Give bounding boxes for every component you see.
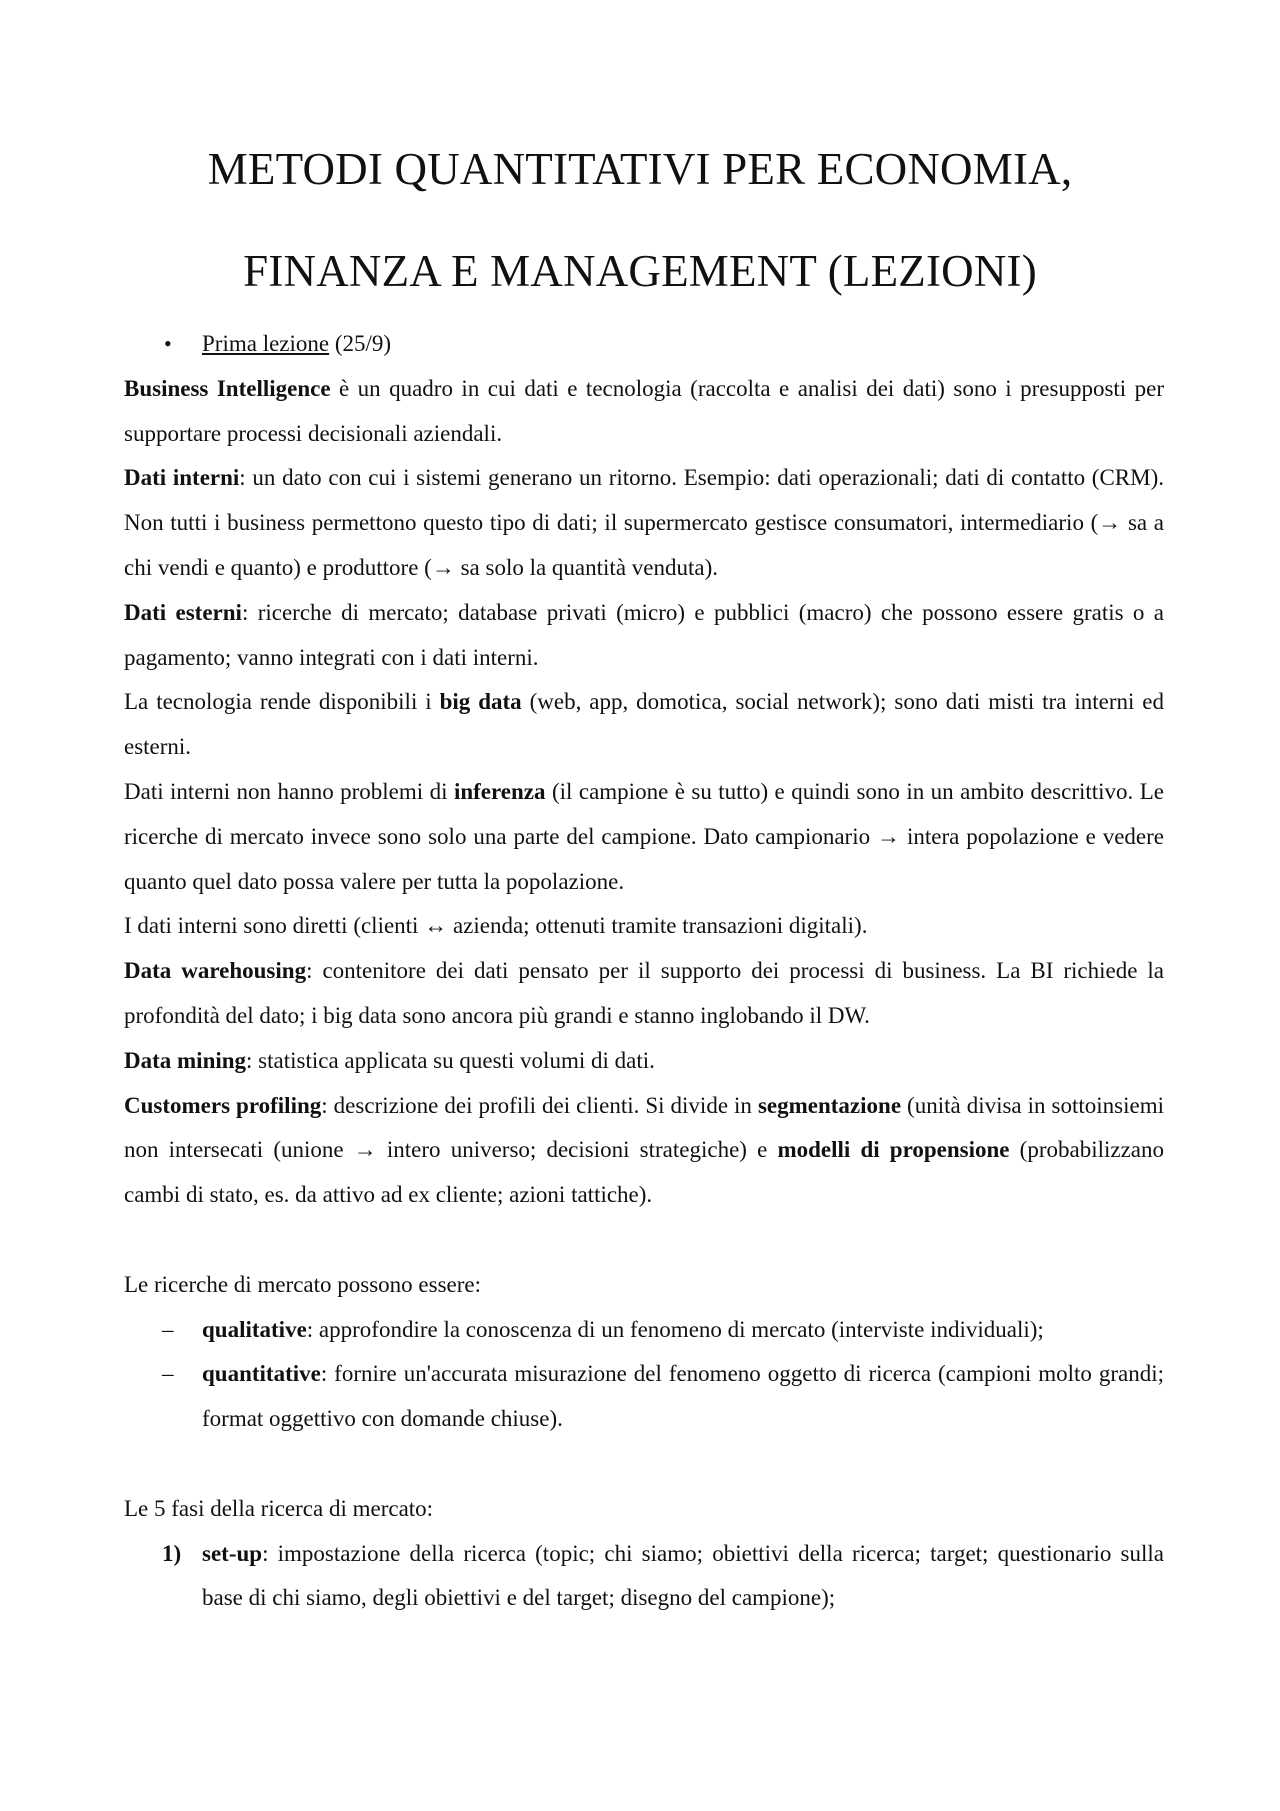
term-data-warehousing: Data warehousing — [124, 958, 307, 984]
term-segmentazione: segmentazione — [757, 1092, 902, 1118]
paragraph-big-data: La tecnologia rende disponibili i big data (web, app, domotica, social network); sono dati misti tra interni ed esterni. — [124, 689, 1165, 760]
paragraph-dati-diretti: I dati interni sono diretti (clienti ↔ azienda; ottenuti tramite transazioni digitali). — [124, 913, 868, 939]
paragraph-data-warehousing: Data warehousing: contenitore dei dati pensato per il supporto dei processi di business. La BI richiede la profondità del dato; i big data sono ancora più grandi e stanno inglobando il DW. — [124, 958, 1164, 1028]
term-customers-profiling: Customers profiling — [124, 1092, 322, 1118]
term-business-intelligence: Business Intelligence — [124, 375, 331, 401]
paragraph-dati-esterni: Dati esterni: ricerche di mercato; database privati (micro) e pubblici (macro) che possono essere gratis o a pagamento; vanno integrati con i dati interni. — [124, 599, 1164, 670]
term-quantitative: quantitative — [202, 1361, 321, 1387]
paragraph-data-mining: Data mining: statistica applicata su questi volumi di dati. — [124, 1047, 655, 1073]
lesson-link[interactable]: Prima lezione — [202, 331, 330, 356]
title-line-2: FINANZA E MANAGEMENT (LEZIONI) — [243, 246, 1037, 296]
dash-icon: – — [162, 1316, 174, 1342]
fasi-intro: Le 5 fasi della ricerca di mercato: — [124, 1495, 434, 1521]
document-body — [124, 322, 1164, 1621]
bullet-icon: • — [164, 331, 172, 356]
term-dati-esterni: Dati esterni — [124, 599, 242, 625]
term-big-data: big data — [439, 689, 522, 715]
document-title — [0, 118, 1280, 322]
term-qualitative: qualitative — [202, 1316, 307, 1342]
term-data-mining: Data mining — [124, 1047, 247, 1073]
list-item: – qualitative: approfondire la conoscenza di un fenomeno di mercato (interviste individuali); — [124, 1308, 1164, 1353]
term-modelli-di-propensione: modelli di propensione — [777, 1137, 1010, 1163]
lesson-heading — [124, 322, 1164, 367]
list-item: 1) set-up: impostazione della ricerca (topic; chi siamo; obiettivi della ricerca; target; questionario sulla base di chi siamo, degli obiettivi e del target; disegno del campione); — [124, 1532, 1164, 1622]
term-inferenza: inferenza — [453, 778, 546, 804]
paragraph-inferenza: Dati interni non hanno problemi di inferenza (il campione è su tutto) e quindi sono in un ambito descrittivo. Le ricerche di mercato invece sono solo una parte del campione. Dato campionario → intera popolazione e vedere quanto quel dato possa valere per tutta la popolazione. — [124, 778, 1164, 894]
list-number: 1) — [162, 1540, 182, 1566]
paragraph-dati-interni: Dati interni: un dato con cui i sistemi generano un ritorno. Esempio: dati operazionali; dati di contatto (CRM). Non tutti i business permettono questo tipo di dati; il supermercato gestisce consumatori, intermediario (→ sa a chi vendi e quanto) e produttore (→ sa solo la quantità venduta). — [124, 465, 1164, 580]
term-dati-interni: Dati interni — [124, 465, 240, 491]
paragraph-customers-profiling: Customers profiling: descrizione dei profili dei clienti. Si divide in segmentazione (unità divisa in sottoinsiemi non intersecati (unione → intero universo; decisioni strategiche) e modelli di propensione (probabilizzano cambi di stato, es. da attivo ad ex cliente; azioni tattiche). — [124, 1092, 1164, 1208]
list-item: – quantitative: fornire un'accurata misurazione del fenomeno oggetto di ricerca (campioni molto grandi; format oggettivo con domande chiuse). — [124, 1352, 1164, 1442]
paragraph-spacer — [124, 1442, 1164, 1487]
lesson-date: (25/9) — [329, 331, 392, 356]
dash-icon: – — [162, 1361, 174, 1387]
title-line-1: METODI QUANTITATIVI PER ECONOMIA, — [207, 144, 1073, 194]
ricerche-intro: Le ricerche di mercato possono essere: — [124, 1271, 481, 1297]
paragraph-business-intelligence: Business Intelligence è un quadro in cui dati e tecnologia (raccolta e analisi dei dati) sono i presupposti per supportare processi decisionali aziendali. — [124, 375, 1164, 446]
paragraph-spacer — [124, 1218, 1164, 1263]
term-set-up: set-up — [202, 1540, 263, 1566]
